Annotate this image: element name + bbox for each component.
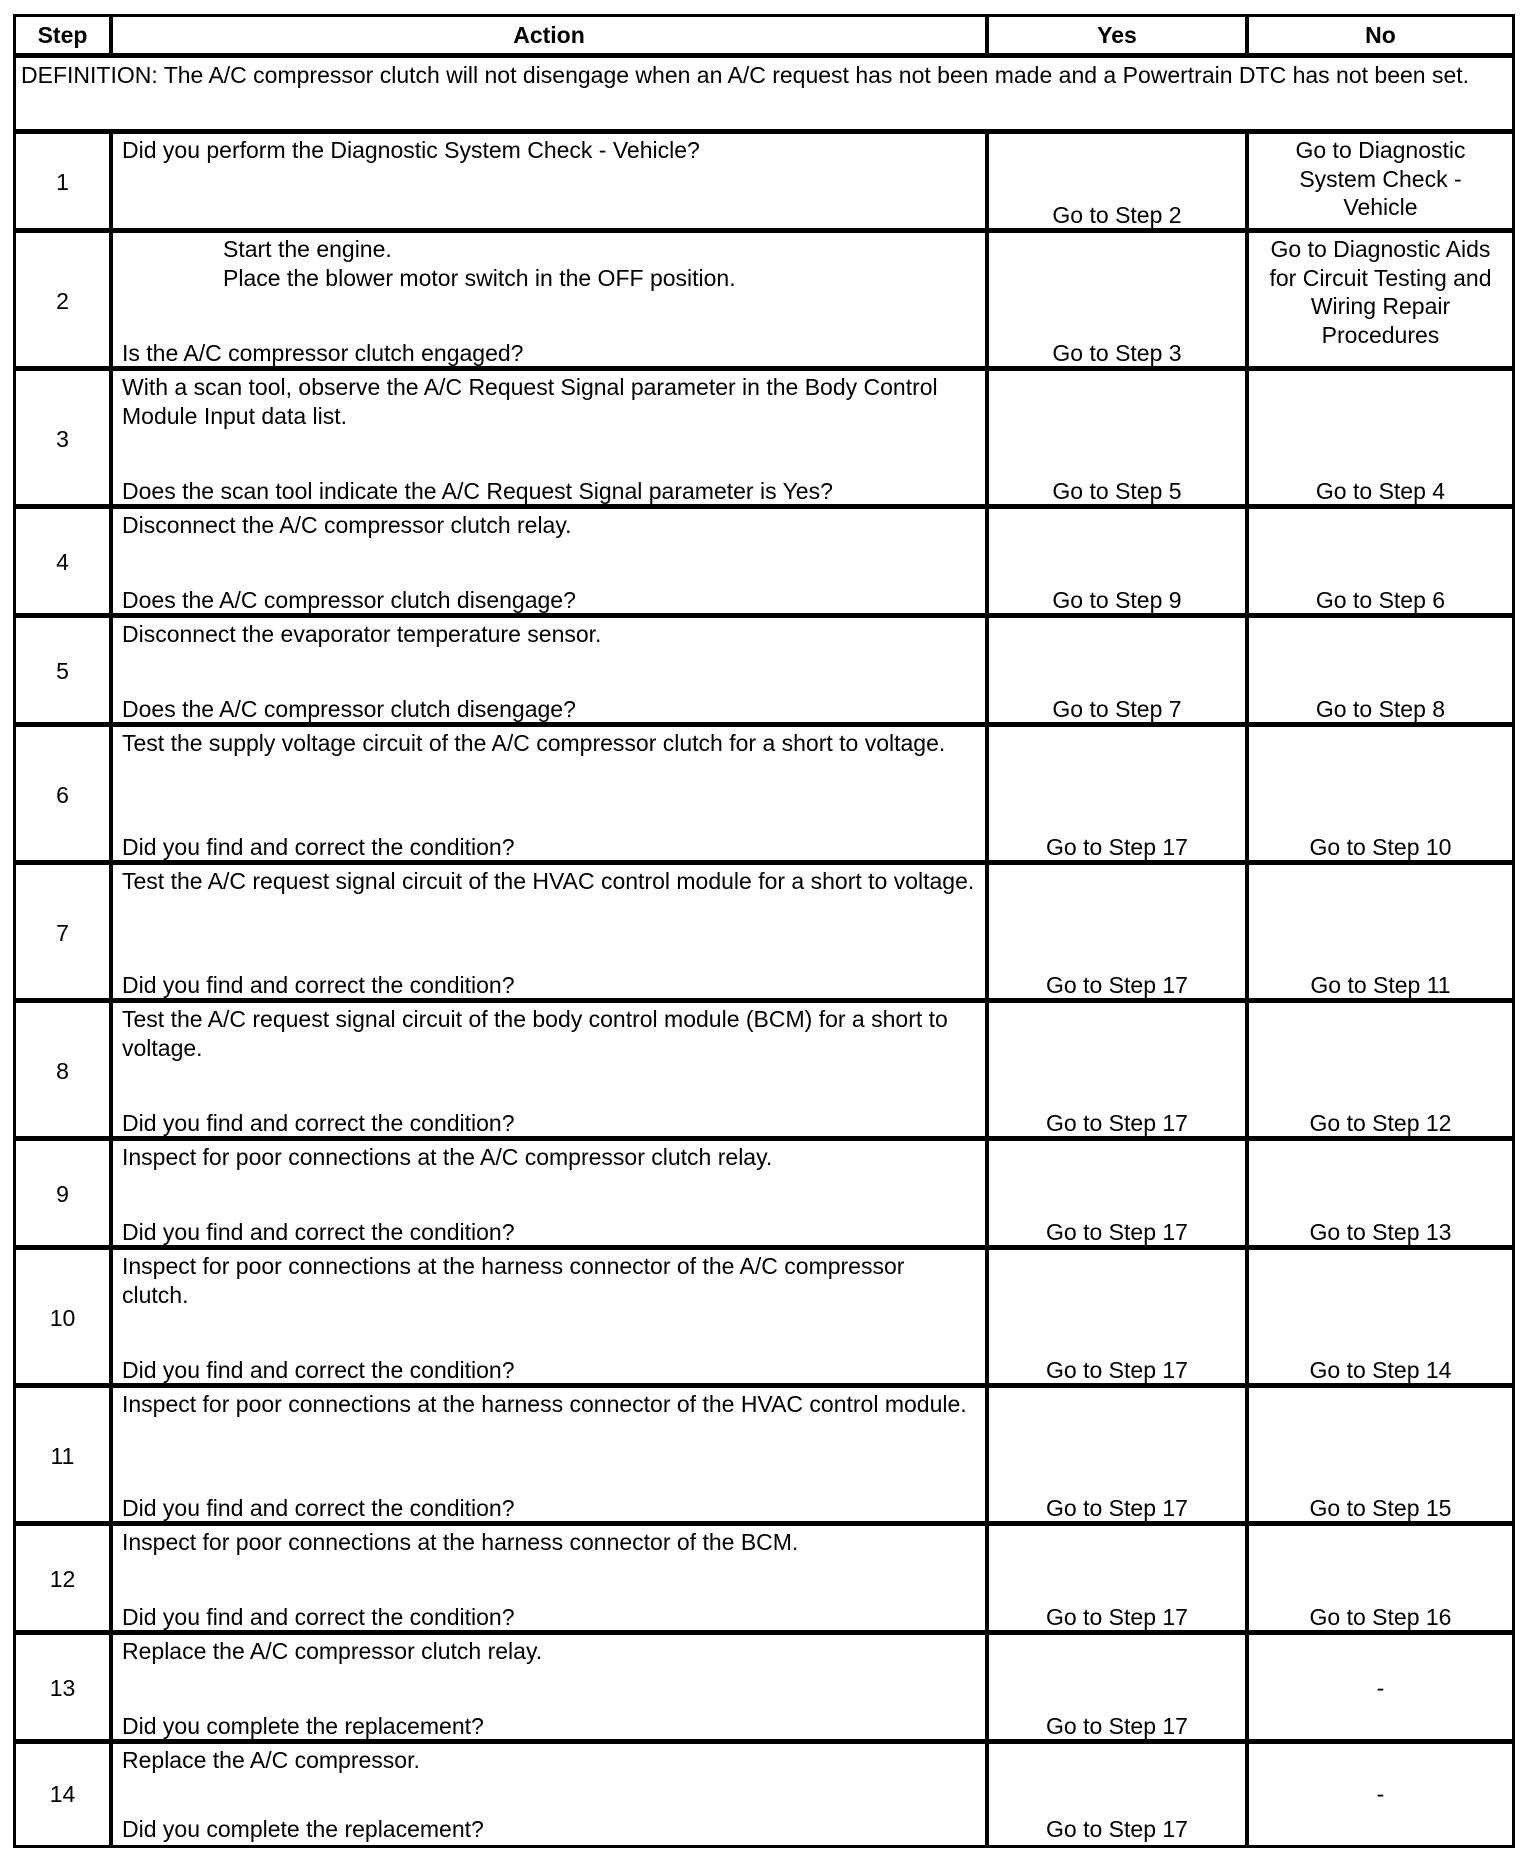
table-row [16, 860, 1512, 1001]
step-number: 5 [16, 618, 113, 725]
action-cell [113, 865, 989, 1001]
no-line: Wiring Repair [1310, 293, 1451, 319]
header-yes: Yes [989, 17, 1249, 53]
action-instruction: Test the A/C request signal circuit of the body control module (BCM) for a short to voltage. [122, 1006, 948, 1061]
header-no: No [1365, 21, 1396, 48]
instruction-line: Place the blower motor switch in the OFF position. [223, 264, 736, 291]
instruction-line: Start the engine. [223, 236, 392, 262]
step-number: 2 [16, 233, 113, 369]
no-cell [1249, 233, 1512, 369]
action-question: Did you find and correct the condition? [122, 1494, 515, 1521]
action-cell [113, 618, 989, 725]
action-question: Did you find and correct the condition? [122, 1603, 515, 1630]
action-instruction: Inspect for poor connections at the harness connector of the HVAC control module. [122, 1391, 967, 1417]
action-cell [113, 727, 989, 863]
no-cell: Go to Step 16 [1309, 1603, 1452, 1630]
yes-cell: Go to Step 17 [989, 727, 1249, 863]
yes-cell: Go to Step 17 [989, 1388, 1249, 1524]
action-cell [113, 1003, 989, 1139]
step-number: 4 [16, 509, 113, 616]
action-question: Is the A/C compressor clutch engaged? [122, 339, 524, 366]
action-cell [113, 1526, 989, 1633]
step-number: 7 [16, 865, 113, 1001]
no-cell: - [1376, 1675, 1385, 1702]
yes-cell: Go to Step 5 [989, 371, 1249, 507]
step-number: 3 [16, 371, 113, 507]
action-instruction: Test the A/C request signal circuit of the HVAC control module for a short to voltage. [122, 868, 975, 894]
table-row [16, 129, 1512, 231]
no-line: Go to Diagnostic [1295, 137, 1466, 163]
no-cell: Go to Step 8 [1315, 695, 1446, 722]
action-question: Does the A/C compressor clutch disengage? [122, 586, 576, 613]
table-row [16, 613, 1512, 725]
table-row [16, 722, 1512, 863]
yes-cell: Go to Step 9 [989, 509, 1249, 616]
action-instruction: Test the supply voltage circuit of the A/C compressor clutch for a short to voltage. [122, 730, 946, 756]
step-number: 14 [16, 1744, 113, 1845]
action-cell [113, 134, 989, 231]
action-cell [113, 1635, 989, 1742]
step-number: 11 [16, 1388, 113, 1524]
step-number: 8 [16, 1003, 113, 1139]
header-action: Action [113, 17, 989, 53]
action-question: Does the scan tool indicate the A/C Request Signal parameter is Yes? [122, 477, 833, 504]
yes-cell: Go to Step 2 [989, 134, 1249, 231]
action-question: Did you find and correct the condition? [122, 1356, 515, 1383]
yes-cell: Go to Step 7 [989, 618, 1249, 725]
action-question: Did you find and correct the condition? [122, 1218, 515, 1245]
action-cell [113, 1141, 989, 1248]
action-cell [113, 371, 989, 507]
action-instruction: With a scan tool, observe the A/C Request Signal parameter in the Body Control Module Input data list. [122, 374, 938, 429]
no-cell: Go to Step 13 [1309, 1218, 1452, 1245]
no-line: Go to Diagnostic Aids [1270, 236, 1491, 262]
no-cell: - [1376, 1781, 1385, 1808]
table-row [16, 504, 1512, 616]
action-cell [113, 233, 989, 369]
action-cell [113, 1250, 989, 1386]
no-cell: Go to Step 15 [1309, 1494, 1452, 1521]
no-cell [1249, 134, 1512, 231]
step-number: 13 [16, 1635, 113, 1742]
table-row [16, 1739, 1512, 1845]
table-row [16, 1136, 1512, 1248]
table-row [16, 1383, 1512, 1524]
action-question: Did you complete the replacement? [122, 1815, 484, 1842]
no-line: Vehicle [1343, 194, 1418, 220]
yes-cell: Go to Step 17 [989, 1635, 1249, 1742]
no-cell: Go to Step 4 [1315, 477, 1446, 504]
action-instruction: Disconnect the A/C compressor clutch relay. [122, 512, 572, 538]
no-cell: Go to Step 14 [1309, 1356, 1452, 1383]
action-instruction: Disconnect the evaporator temperature sensor. [122, 621, 602, 647]
table-row [16, 228, 1512, 369]
action-question: Did you perform the Diagnostic System Check - Vehicle? [122, 137, 700, 163]
action-instructions [223, 235, 977, 292]
table-row [16, 1245, 1512, 1386]
no-line: Procedures [1321, 321, 1440, 348]
action-question: Did you find and correct the condition? [122, 1109, 515, 1136]
no-cell: Go to Step 10 [1309, 833, 1452, 860]
no-cell: Go to Step 12 [1309, 1109, 1452, 1136]
yes-cell: Go to Step 17 [989, 1250, 1249, 1386]
yes-cell: Go to Step 3 [989, 233, 1249, 369]
no-cell: Go to Step 6 [1315, 586, 1446, 613]
action-cell [113, 509, 989, 616]
no-line: System Check - [1299, 165, 1462, 192]
table-row [16, 1630, 1512, 1742]
step-number: 12 [16, 1526, 113, 1633]
action-question: Did you find and correct the condition? [122, 833, 515, 860]
yes-cell: Go to Step 17 [989, 1003, 1249, 1139]
step-number: 6 [16, 727, 113, 863]
table-row [16, 998, 1512, 1139]
header-step: Step [16, 17, 113, 53]
action-instruction: Inspect for poor connections at the harness connector of the A/C compressor clutch. [122, 1253, 905, 1308]
yes-cell: Go to Step 17 [989, 865, 1249, 1001]
step-number: 1 [16, 134, 113, 231]
action-instruction: Inspect for poor connections at the A/C compressor clutch relay. [122, 1144, 773, 1170]
action-cell [113, 1744, 989, 1845]
diagnostic-table [13, 14, 1515, 1848]
definition-text: DEFINITION: The A/C compressor clutch will not disengage when an A/C request has not been made and a Powertrain DTC has not been set. [21, 62, 1470, 88]
step-number: 10 [16, 1250, 113, 1386]
action-instruction: Replace the A/C compressor clutch relay. [122, 1638, 543, 1664]
action-question: Does the A/C compressor clutch disengage? [122, 695, 576, 722]
yes-cell: Go to Step 17 [989, 1526, 1249, 1633]
yes-cell: Go to Step 17 [989, 1141, 1249, 1248]
table-row [16, 1521, 1512, 1633]
table-row [16, 366, 1512, 507]
action-question: Did you complete the replacement? [122, 1712, 484, 1739]
action-instruction: Inspect for poor connections at the harness connector of the BCM. [122, 1529, 799, 1555]
no-line: for Circuit Testing and [1269, 264, 1492, 291]
action-cell [113, 1388, 989, 1524]
yes-cell: Go to Step 17 [989, 1744, 1249, 1845]
no-cell: Go to Step 11 [1310, 971, 1451, 998]
action-instruction: Replace the A/C compressor. [122, 1747, 420, 1773]
action-question: Did you find and correct the condition? [122, 971, 515, 998]
table-header-row [16, 17, 1512, 53]
step-number: 9 [16, 1141, 113, 1248]
